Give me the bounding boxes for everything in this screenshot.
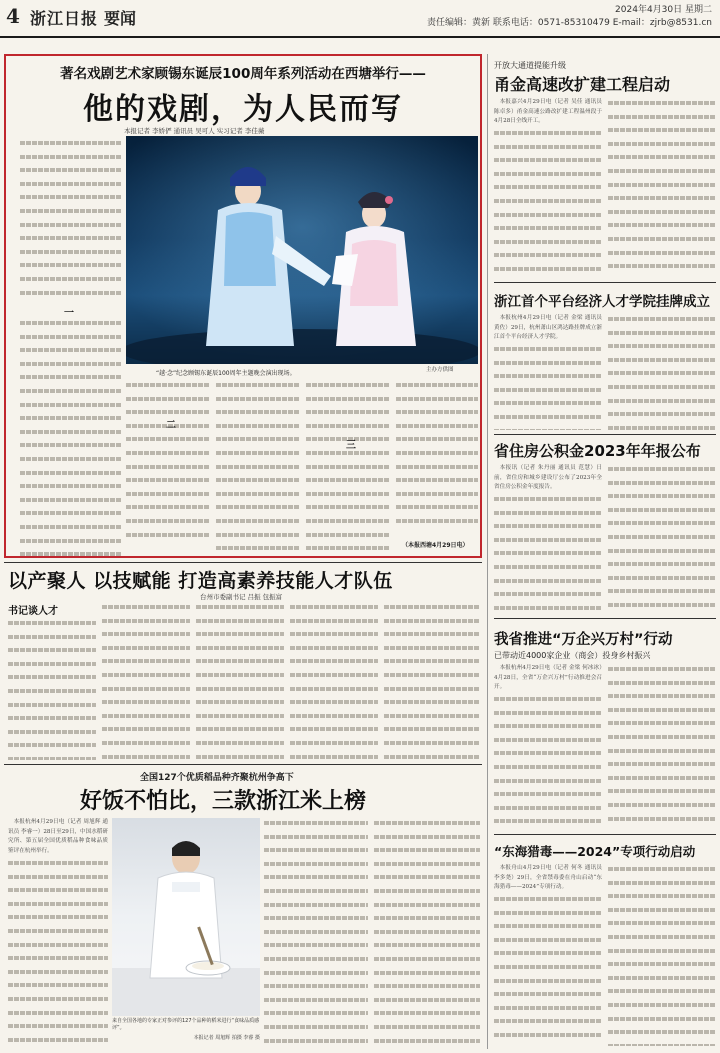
editor-line: 责任编辑：黄新 联系电话：0571-85310479 E-mail：zjrb@8531.cn: [427, 18, 712, 28]
lead-story: [4, 54, 482, 558]
divider: [494, 834, 716, 835]
rice-headline: 好饭不怕比，三款浙江米上榜: [80, 789, 367, 814]
lead-end-note: （本报西塘4月29日电）: [402, 542, 469, 549]
lead-byline: 本报记者 李娇俨 通讯员 吴可人 实习记者 李佳薇: [124, 127, 265, 135]
highway-body-col1: [494, 128, 602, 274]
section-mark-3: 三: [346, 440, 356, 451]
divider: [494, 618, 716, 619]
talent-headline: 以产聚人 以技赋能 打造高素养技能人才队伍: [8, 570, 393, 592]
divider: [4, 562, 482, 563]
highway-lede-text: 本报嘉兴4月29日电（记者 吴佳 通讯员 陈卓多）甬金高速公路改扩建工程温州段于4月28日全线开工。: [494, 99, 602, 125]
highway-headline: 甬金高速改扩建工程启动: [494, 75, 671, 94]
platform-college-lede: [494, 314, 602, 344]
antidrug-col2: [608, 864, 716, 1046]
villages-headline: 我省推进“万企兴万村”行动: [494, 632, 673, 648]
talent-body-col1: [8, 618, 96, 760]
villages-lede: [494, 664, 602, 694]
lead-headline: 他的戏剧，为人民而写: [83, 92, 403, 127]
platform-college-lede-text: 本报杭州4月29日电（记者 金梁 通讯员 黄佐）29日，杭州萧山区鸿达路挂牌成立浙江首个平台经济人才学院。: [494, 315, 602, 341]
divider: [494, 434, 716, 435]
rice-photo-caption: 来自全国各地的专家正对参评的127个品种的稻米进行“食味品质感评”。: [112, 1018, 260, 1031]
section-mark-1: 一: [64, 308, 74, 319]
villages-subhead: 已带动近4000家企业（商会）投身乡村振兴: [494, 651, 651, 660]
section-name: 要闻: [104, 9, 137, 28]
villages-lede-text: 本报杭州4月29日电（记者 金梁 何冰冰）4月28日，全省“万企兴万村”行动推进会召开。: [494, 665, 602, 691]
platform-college-col1: [494, 344, 602, 430]
lead-body-col5: [396, 380, 478, 530]
highway-body-col2: [608, 98, 716, 274]
lead-body-col1b: [20, 318, 122, 556]
platform-college-col2: [608, 314, 716, 430]
antidrug-headline: “东海猎毒——2024”专项行动启动: [494, 844, 696, 859]
opera-performers-image: [126, 136, 478, 364]
issue-date: 2024年4月30日 星期二: [615, 5, 712, 15]
highway-lede: [494, 98, 602, 128]
antidrug-lede-text: 本报舟山4月29日电（记者 何冬 通讯员 李多尧）29日，全省禁毒委在舟山启动“东海猎毒——2024”专项行动。: [494, 865, 602, 891]
platform-college-headline: 浙江首个平台经济人才学院挂牌成立: [494, 294, 710, 310]
rice-kicker: 全国127个优质稻品种齐聚杭州争高下: [140, 773, 294, 783]
section-mark-2: 二: [166, 420, 176, 431]
villages-col2: [608, 664, 716, 830]
rice-photo: [112, 818, 260, 1016]
talent-body-col4: [290, 602, 378, 760]
talent-body-col5: [384, 602, 480, 760]
housing-fund-col2: [608, 464, 716, 612]
housing-fund-lede-text: 本报讯（记者 朱丹丽 通讯员 范慧）日前，省住房和城乡建设厅公布了2023年全省住房公积金年度报告。: [494, 465, 602, 491]
antidrug-col1: [494, 894, 602, 1046]
rice-body-col3: [374, 818, 480, 1048]
rice-lede: [8, 818, 108, 858]
divider: [4, 764, 482, 765]
talent-body-col3: [196, 602, 284, 760]
column-divider: [487, 54, 488, 1049]
page-number: 4: [6, 4, 20, 28]
column-tag-text: 书记谈人才: [8, 606, 58, 617]
lead-body-col3: [216, 380, 300, 550]
lead-body-col2: [126, 380, 210, 540]
masthead-meta: [427, 4, 712, 30]
masthead: [0, 0, 720, 38]
rice-body-col1: [8, 858, 108, 1048]
lead-photo-credit: 主办方供图: [426, 367, 454, 373]
rice-photo-credit: 本报记者 周旭辉 拍摄 李睿 摄: [193, 1035, 260, 1041]
talent-body-col2: [102, 602, 190, 760]
lead-photo: [126, 136, 478, 364]
lead-photo-caption: “越·念”纪念顾锡东诞辰100周年主题晚会演出现场。: [156, 370, 296, 377]
lead-body-col4: [306, 380, 390, 550]
talent-column-tag: [8, 602, 58, 617]
rice-body-col2: [264, 818, 368, 1048]
antidrug-lede: [494, 864, 602, 894]
housing-fund-headline: 省住房公积金2023年年报公布: [494, 442, 701, 460]
lead-kicker: 著名戏剧艺术家顾锡东诞辰100周年系列活动在西塘举行——: [60, 66, 426, 82]
talent-byline: 台州市委副书记 吕振 包振富: [200, 593, 283, 601]
rice-lede-text: 本报杭州4月29日电（记者 周旭辉 通讯员 李睿一）28日至29日，中国水稻研究所、第五届全国优质稻品种食味品质鉴评在杭州举行。: [8, 819, 108, 854]
highway-kicker: 开放大通道提能升级: [494, 61, 566, 70]
rice-tasting-image: [112, 818, 260, 1016]
villages-col1: [494, 694, 602, 830]
housing-fund-lede: [494, 464, 602, 494]
divider: [494, 282, 716, 283]
housing-fund-col1: [494, 494, 602, 612]
lead-body-col1: [20, 138, 122, 298]
paper-name: 浙江日报: [30, 9, 99, 28]
